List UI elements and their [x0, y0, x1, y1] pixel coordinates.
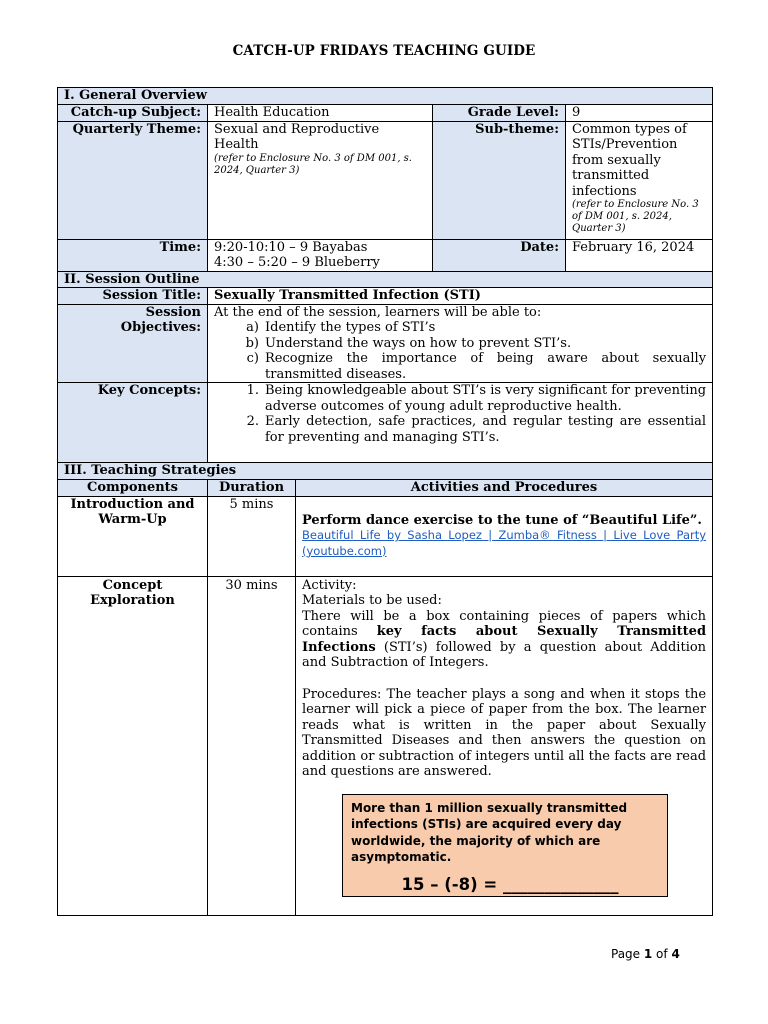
general-overview-heading: I. General Overview	[58, 88, 713, 105]
objective-item	[214, 320, 706, 336]
video-link[interactable]: Beautiful Life by Sasha Lopez | Zumba® Fitness | Live Love Party (youtube.com)	[302, 528, 707, 558]
materials-label: Materials to be used:	[302, 593, 442, 608]
objective-item	[214, 336, 706, 352]
page-of: of	[652, 947, 672, 961]
concept-duration: 30 mins	[208, 576, 296, 915]
fact-text: More than 1 million sexually transmitted infections (STIs) are acquired every day worldwide, the majority of which are asymptomatic.	[351, 800, 628, 864]
materials-text-bold: key facts about Sexually Transmitted Infections	[302, 624, 707, 655]
concept-activity-cell	[296, 576, 713, 915]
quarterly-theme-value: Sexual and Reproductive Health	[214, 121, 380, 152]
key-concepts-cell	[208, 383, 713, 463]
grade-level-label: Grade Level:	[433, 104, 566, 121]
key-concept-item	[214, 383, 706, 414]
grade-level-value: 9	[566, 104, 713, 121]
fact-card	[342, 794, 668, 897]
subtheme-value: Common types of STIs/Prevention from sexually transmitted infections	[572, 121, 687, 199]
subtheme-note: (refer to Enclosure No. 3 of DM 001, s. 2024, Quarter 3)	[572, 199, 699, 234]
objectives-intro: At the end of the session, learners will be able to:	[214, 304, 542, 320]
key-concept-marker: 2.	[246, 414, 259, 429]
page-prefix: Page	[611, 947, 644, 961]
objective-text: Identify the types of STI’s	[265, 320, 436, 335]
quarterly-theme-label: Quarterly Theme:	[58, 121, 208, 239]
intro-duration: 5 mins	[208, 496, 296, 576]
session-title-label: Session Title:	[58, 288, 208, 305]
key-concepts-label: Key Concepts:	[58, 383, 208, 463]
time-line-1: 9:20-10:10 – 9 Bayabas	[214, 239, 368, 255]
objective-marker: c)	[246, 351, 259, 366]
objective-marker: a)	[246, 320, 259, 335]
teaching-strategies-heading: III. Teaching Strategies	[58, 463, 713, 480]
session-title-value: Sexually Transmitted Infection (STI)	[208, 288, 713, 305]
catchup-subject-value: Health Education	[208, 104, 433, 121]
session-objectives-label: Session Objectives:	[58, 304, 208, 383]
materials-description	[302, 609, 706, 671]
teaching-guide-table	[57, 87, 713, 916]
catchup-subject-label: Catch-up Subject:	[58, 104, 208, 121]
intro-activity-text: Perform dance exercise to the tune of “Beautiful Life”.	[302, 512, 702, 528]
session-objectives-cell	[208, 304, 713, 383]
quarterly-theme-cell	[208, 121, 433, 239]
materials-text-post: (STI’s) followed by a question about Addition and Subtraction of Integers.	[302, 639, 707, 670]
subtheme-label: Sub-theme:	[433, 121, 566, 239]
document-title: CATCH-UP FRIDAYS TEACHING GUIDE	[232, 43, 536, 59]
page-total: 4	[671, 947, 680, 961]
key-concept-marker: 1.	[246, 383, 259, 398]
date-value: February 16, 2024	[566, 239, 713, 271]
page-current: 1	[643, 947, 653, 961]
components-column-header: Components	[58, 479, 208, 496]
concept-component: Concept Exploration	[58, 576, 208, 915]
key-concepts-list	[214, 383, 706, 445]
subtheme-cell	[566, 121, 713, 239]
activity-label: Activity:	[302, 577, 357, 593]
objectives-list	[214, 320, 706, 382]
key-concept-text: Being knowledgeable about STI’s is very significant for preventing adverse outcomes of young adult reproductive health.	[265, 383, 707, 414]
procedures-text: Procedures: The teacher plays a song and when it stops the learner will pick a piece of paper from the box. The learner reads what is written in the paper about Sexually Transmitted Diseases and then answers the question on addition or subtraction of integers until all the facts are read and questions are answered.	[302, 686, 707, 779]
key-concept-item	[214, 414, 706, 445]
date-label: Date:	[433, 239, 566, 271]
intro-component: Introduction and Warm-Up	[58, 496, 208, 576]
fact-equation: 15 – (-8) = ______________	[401, 874, 619, 894]
objective-text: Understand the ways on how to prevent STI’s.	[265, 335, 572, 351]
key-concept-text: Early detection, safe practices, and regular testing are essential for preventing and managing STI’s.	[265, 414, 707, 445]
objective-text: Recognize the importance of being aware about sexually transmitted diseases.	[265, 351, 707, 382]
quarterly-theme-note: (refer to Enclosure No. 3 of DM 001, s. 2024, Quarter 3)	[214, 152, 412, 176]
time-label: Time:	[58, 239, 208, 271]
intro-activity-cell	[296, 496, 713, 576]
objective-item	[214, 351, 706, 382]
page-footer	[611, 947, 680, 961]
activities-column-header: Activities and Procedures	[296, 479, 713, 496]
materials-text-pre: There will be a box containing pieces of papers which contains	[302, 608, 707, 639]
duration-column-header: Duration	[208, 479, 296, 496]
objective-marker: b)	[245, 335, 259, 351]
session-outline-heading: II. Session Outline	[58, 271, 713, 288]
time-line-2: 4:30 – 5:20 – 9 Blueberry	[214, 255, 380, 270]
time-cell	[208, 239, 433, 271]
